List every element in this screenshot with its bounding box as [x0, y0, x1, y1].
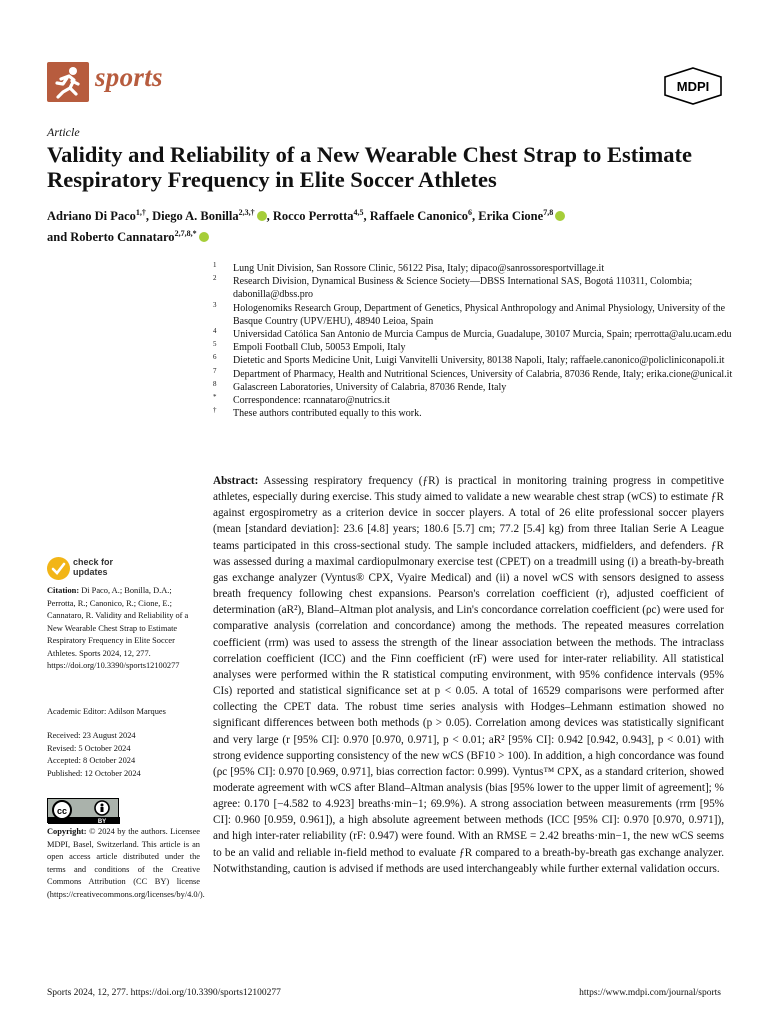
abstract-text: Assessing respiratory frequency (ƒR) is practical in monitoring training progress in competitive athletes, especially during exercise. This study aimed to validate a new wearable chest strap (wCS) to estimate ƒR against ergospirometry as a criterion device in soccer players. A total of 26 elite professional soccer players (mean [standard deviation]: 23.6 [4.8] years; 180.6 [5.7] cm; 77.2 [5.4] kg) from three Italian Serie A League teams participated in this cross-sectional study. The sample included attackers, midfielders, and defenders. ƒR was assessed during a maximal cardiopulmonary exercise test (CPET) on a treadmill using (i) a breath-by-breath gas exchange analyzer (Vyntus® CPX, Vyaire Medical) and (ii) a novel wCS with sensors designed to assess breath frequency following chest expansions. Pearson's correlation coefficient (r), adjusted coefficient of determination (aR²), Bland–Altman plot analysis, and Lin's concordance correlation coefficient (ρc) were used for comparative analysis (correlation and concordance) among the methods. The repeated measures correlation coefficient (rrm) was used to assess the strength of the linear association between the methods. The intraclass correlation coefficient (ICC) and the Finn coefficient (rF) were used for inter-rater reliability. All statistical analyses were performed within the R statistical computing environment, with 95% confidence intervals (95% CIs) reported and statistical significance set at p < 0.05. A total of 16529 comparisons were performed after collecting the CPET data. The robust time series analysis with Hodges–Lehmann estimation showed no significant differences between both methods (p > 0.05). Correlation among devices was statistically significant and very large (r [95% CI]: 0.970 [0.970, 0.971], p < 0.01; aR² [95% CI]: 0.942 [0.942, 0.943], p < 0.01) with strong evidence supporting consistency of the new wCS (BF10 > 100). In addition, a high concordance was found (ρc [95% CI]: 0.970 [0.969, 0.971], bias correction factor: 0.999). Vyntus™ CPX, as a standard criterion, showed moderate agreement with wCS after Bland–Altman analysis (bias [95% lower to the upper limit of agreement]; % agree: 0.170 [−4.582 to 4.923] breaths·min−1; 69.9%). A strong association between measurements (rrm [95% CI]: 0.960 [0.959, 0.961]), a high absolute agreement between methods (ICC [95% CI]: 0.970 [0.970, 0.971]), and high inter-rater reliability (rF: 0.947) were found. With an RMSE = 2.42 breaths·min−1, the new wCS seems to be an valid and reliable in-field method to evaluate ƒR compared to a breath-by-breath gas exchange analyzer. Notwithstanding, caution is advised if methods are used interchangeably while further external validation occurs. [213, 475, 724, 875]
svg-text:cc: cc [56, 806, 68, 816]
author-separator: , [363, 209, 370, 224]
check-updates-line2: updates [73, 567, 108, 577]
affiliation-item [213, 275, 733, 301]
author-affiliation-marker: 1,† [135, 208, 146, 217]
author-name[interactable]: Erika Cione [478, 209, 544, 224]
runner-icon [47, 62, 89, 102]
affiliation-item [213, 328, 733, 341]
author-list [47, 204, 727, 246]
academic-editor: Academic Editor: Adilson Marques [47, 707, 166, 716]
affiliation-number: 7 [213, 366, 217, 375]
date-accepted: Accepted: 8 October 2024 [47, 756, 136, 765]
author-separator: , [145, 209, 153, 224]
orcid-icon[interactable] [555, 211, 565, 221]
affiliation-number: † [213, 406, 217, 415]
copyright-block [47, 826, 205, 901]
citation-text: Di Paco, A.; Bonilla, D.A.; Perrotta, R.; Canonico, R.; Cione, E.; Cannataro, R. Validity and Reliability of a New Wearable Chest Strap to Estimate Respiratory Frequency in Elite Soccer Athletes. Sports 2024, 12, 277. https://doi.org/10.3390/sports12100277 [47, 586, 189, 670]
paper-title: Validity and Reliability of a New Wearable Chest Strap to Estimate Respiratory Frequency in Elite Soccer Athletes [47, 142, 692, 192]
check-updates-line1: check for [73, 557, 114, 567]
author-affiliation-marker: 2,7,8,* [174, 229, 197, 239]
affiliation-text: Galascreen Laboratories, University of Calabria, 87036 Rende, Italy [233, 381, 507, 393]
author-name[interactable]: Diego A. Bonilla [152, 209, 239, 224]
author-name[interactable]: Adriano Di Paco [47, 209, 136, 224]
affiliation-text: Dietetic and Sports Medicine Unit, Luigi Vanvitelli University, 80138 Napoli, Italy; raffaele.canonico@policliniconapoli.it [233, 355, 725, 367]
abstract [213, 473, 724, 877]
affiliation-number: 2 [213, 274, 217, 283]
orcid-icon[interactable] [257, 211, 267, 221]
date-revised: Revised: 5 October 2024 [47, 743, 131, 753]
affiliation-number: 8 [213, 379, 217, 388]
footer-journal-url[interactable]: https://www.mdpi.com/journal/sports [579, 988, 721, 998]
abstract-label: Abstract: [213, 475, 259, 487]
affiliation-number: 6 [213, 353, 217, 362]
affiliation-number: 1 [213, 261, 217, 269]
affiliation-text: These authors contributed equally to this work. [233, 408, 422, 420]
affiliation-number: 5 [213, 340, 217, 349]
affiliation-text: Research Division, Dynamical Business & Science Society—DBSS International SAS, Bogotá 110311, Colombia; dabonilla@dbss.pro [233, 276, 693, 301]
affiliation-number: 3 [213, 300, 217, 309]
check-updates-icon [47, 557, 70, 580]
journal-logo [47, 62, 89, 102]
author-separator: , [472, 209, 479, 224]
author-affiliation-marker: 7,8 [543, 208, 554, 217]
affiliation-item [213, 354, 733, 367]
affiliation-text: Hologenomiks Research Group, Department of Genetics, Physical Anthropology and Animal Physiology, University of the Basque Country (UPV/EHU), 48940 Leioa, Spain [233, 302, 726, 327]
affiliations [213, 262, 733, 420]
affiliation-item [213, 368, 733, 381]
citation-block [47, 585, 200, 673]
author-affiliation-marker: 2,3,† [238, 208, 255, 217]
author-separator: , [266, 209, 273, 224]
affiliation-number: * [213, 393, 217, 402]
mdpi-logo[interactable] [663, 67, 723, 105]
dates-block [47, 730, 200, 780]
affiliation-item [213, 394, 733, 407]
author-affiliation-marker: 4,5 [353, 208, 364, 217]
date-received: Received: 23 August 2024 [47, 731, 136, 740]
copyright-label: Copyright: [47, 827, 87, 836]
affiliation-item [213, 302, 733, 328]
date-published: Published: 12 October 2024 [47, 768, 141, 778]
author-name[interactable]: and Roberto Cannataro [47, 230, 175, 245]
affiliation-item [213, 407, 733, 420]
affiliation-item [213, 341, 733, 354]
affiliation-item [213, 262, 733, 275]
affiliation-number: 4 [213, 327, 217, 336]
journal-name[interactable]: sports [95, 62, 163, 92]
author-affiliation-marker: 6 [468, 208, 472, 217]
citation-label: Citation: [47, 586, 80, 595]
affiliation-text: Universidad Católica San Antonio de Murcia Campus de Murcia, Guadalupe, 30107 Murcia, Spain; rperrotta@alu.ucam.edu [233, 329, 732, 341]
affiliation-text: Lung Unit Division, San Rossore Clinic, 56122 Pisa, Italy; dipaco@sanrossoresportvillage.it [233, 263, 605, 274]
affiliation-text: Empoli Football Club, 50053 Empoli, Italy [233, 342, 406, 354]
copyright-text: © 2024 by the authors. Licensee MDPI, Basel, Switzerland. This article is an open access article distributed under the terms and conditions of the Creative Commons Attribution (CC BY) license (https://creativecommons.org/licenses/by/4.0/). [47, 827, 205, 899]
article-type: Article [47, 125, 80, 139]
author-name[interactable]: Raffaele Canonico [369, 209, 468, 224]
author-name[interactable]: Rocco Perrotta [272, 209, 354, 224]
affiliation-text: Correspondence: rcannataro@nutrics.it [233, 395, 390, 407]
affiliation-text: Department of Pharmacy, Health and Nutritional Sciences, University of Calabria, 87036 Rende, Italy; erika.cione@unical.it [233, 368, 733, 380]
cc-by-license-badge[interactable] [47, 798, 119, 823]
affiliation-item [213, 381, 733, 394]
cc-by-label: BY [97, 819, 107, 824]
footer-citation: Sports 2024, 12, 277. https://doi.org/10.3390/sports12100277 [47, 988, 281, 998]
orcid-icon[interactable] [199, 232, 209, 242]
publisher-label: MDPI [676, 79, 710, 94]
check-for-updates-button[interactable] [47, 556, 127, 582]
